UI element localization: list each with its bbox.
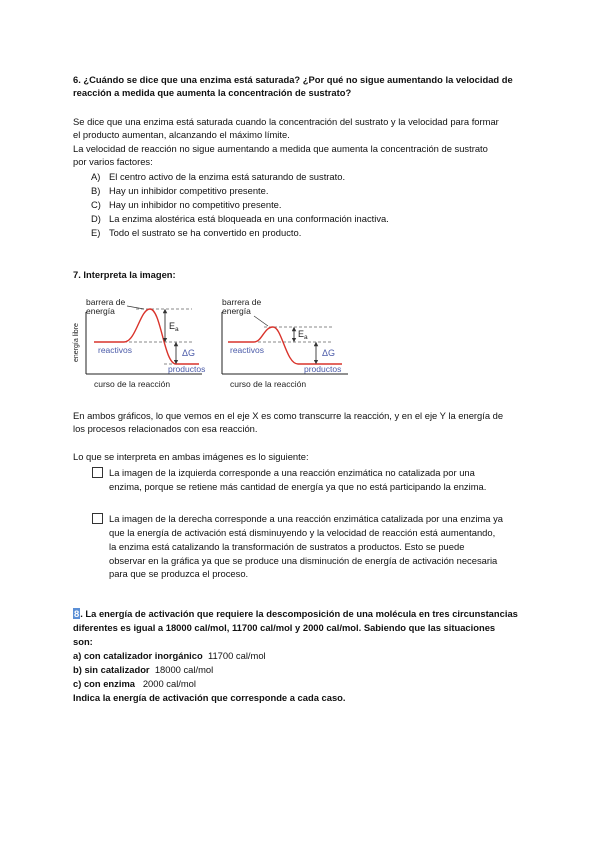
q8-case-b [73, 663, 213, 676]
item1-line2: enzima, porque se retiene más cantidad de energía ya que no está participando la enzima. [109, 481, 487, 492]
q6-paragraph2-line1: La velocidad de reacción no sigue aumentando a medida que aumenta la concentración de sustrato [73, 143, 488, 154]
item2-line5: para que se produzca el proceso. [109, 568, 249, 579]
left-productos-label: productos [168, 364, 206, 374]
q8-sep-1: , [226, 622, 232, 633]
left-barrier-label-2: energía [86, 306, 115, 316]
q8-value-1: 18000 cal/mol [165, 622, 227, 633]
item2-line3: la enzima está catalizando la transformación de sustratos a productos. Esto se puede [109, 541, 465, 552]
case-b-label: b) sin catalizador [73, 664, 150, 675]
q7-title: 7. Interpreta la imagen: [73, 269, 176, 280]
q6-title-line2: reacción a medida que aumenta la concentración de sustrato? [73, 87, 352, 98]
q8-line2-end: . Sabiendo que las situaciones [358, 622, 496, 633]
option-text: El centro activo de la enzima está saturando de sustrato. [109, 171, 346, 182]
right-reactivos-label: reactivos [230, 345, 265, 355]
case-c-value: 2000 cal/mol [142, 678, 196, 689]
q7-paragraph2: Lo que se interpreta en ambas imágenes es lo siguiente: [73, 451, 309, 462]
q8-line2-start: diferentes es igual a [73, 622, 166, 633]
q6-paragraph1-line2: el producto aumentan, alcanzando el máximo límite. [73, 129, 290, 140]
item1-line1: La imagen de la izquierda corresponde a una reacción enzimática no catalizada por una [109, 467, 475, 478]
q8-line2 [73, 621, 495, 634]
q7-paragraph1-line1: En ambos gráficos, lo que vemos en el eje X es como transcurre la reacción, y en el eje Y la energía de [73, 410, 504, 421]
case-a-label: a) con catalizador inorgánico [73, 650, 203, 661]
option-letter: E) [91, 227, 101, 238]
left-barrier-label: barrera de [86, 297, 126, 307]
q8-sep-2: y [292, 622, 303, 633]
case-c-label: c) con enzima [73, 678, 135, 689]
option-letter: A) [91, 171, 101, 182]
item2-line1: La imagen de la derecha corresponde a una reacción enzimática catalizada por una enzima ya [109, 513, 503, 524]
option-text: La enzima alostérica está bloqueada en una conformación inactiva. [109, 213, 389, 224]
right-barrier-label-2: energía [222, 306, 251, 316]
q6-title-line1: 6. ¿Cuándo se dice que una enzima está saturada? ¿Por qué no sigue aumentando la velocidad de [73, 74, 513, 85]
q6-paragraph1-line1: Se dice que una enzima está saturada cuando la concentración del sustrato y la velocidad para formar [73, 116, 499, 127]
left-reactivos-label: reactivos [98, 345, 133, 355]
option-letter: D) [91, 213, 101, 224]
option-letter: B) [91, 185, 101, 196]
option-text: Hay un inhibidor no competitivo presente. [109, 199, 282, 210]
activation-energy-figure [64, 294, 364, 394]
case-a-value: 11700 cal/mol [207, 650, 266, 661]
left-barrier-pointer [127, 306, 144, 309]
item1-checkbox[interactable] [92, 467, 103, 478]
left-graph [86, 297, 205, 389]
item2-line4: observar en la gráfica ya que se produce una disminución de energía de activación necesaria [109, 555, 498, 566]
option-text: Todo el sustrato se ha convertido en producto. [109, 227, 302, 238]
item2-checkbox[interactable] [92, 513, 103, 524]
left-dg-label: ΔG [182, 348, 196, 358]
case-b-value: 18000 cal/mol [154, 664, 214, 675]
q8-value-2: 11700 cal/mol [231, 622, 293, 633]
q8-line3: son: [73, 636, 93, 647]
right-barrier-pointer [254, 316, 268, 326]
right-productos-label: productos [304, 364, 342, 374]
y-axis-label: energía libre [73, 323, 80, 362]
option-letter: C) [91, 199, 101, 210]
q8-number-highlight: 8 [74, 608, 80, 619]
left-x-axis-label: curso de la reacción [94, 379, 171, 389]
right-ea-label: $E_a$ [298, 329, 308, 341]
item2-line2: que la energía de activación está disminuyendo y la velocidad de reacción está aumentando, [109, 527, 496, 538]
q8-value-3: 2000 cal/mol [302, 622, 359, 633]
q8-case-c [73, 677, 196, 690]
q8-line1-text: . La energía de activación que requiere la descomposición de una molécula en tres circunstancias [80, 608, 518, 619]
q8-case-a [73, 649, 266, 662]
q8-line1 [73, 607, 518, 620]
right-graph [222, 297, 348, 389]
left-ea-label: $E_a$ [169, 321, 179, 333]
q6-paragraph2-line2: por varios factores: [73, 156, 153, 167]
q7-paragraph1-line2: los procesos relacionados con esa reacción. [73, 423, 258, 434]
right-x-axis-label: curso de la reacción [230, 379, 307, 389]
right-dg-label: ΔG [322, 348, 336, 358]
option-text: Hay un inhibidor competitivo presente. [109, 185, 269, 196]
right-barrier-label: barrera de [222, 297, 262, 307]
q8-instruction: Indica la energía de activación que corresponde a cada caso. [73, 692, 346, 703]
